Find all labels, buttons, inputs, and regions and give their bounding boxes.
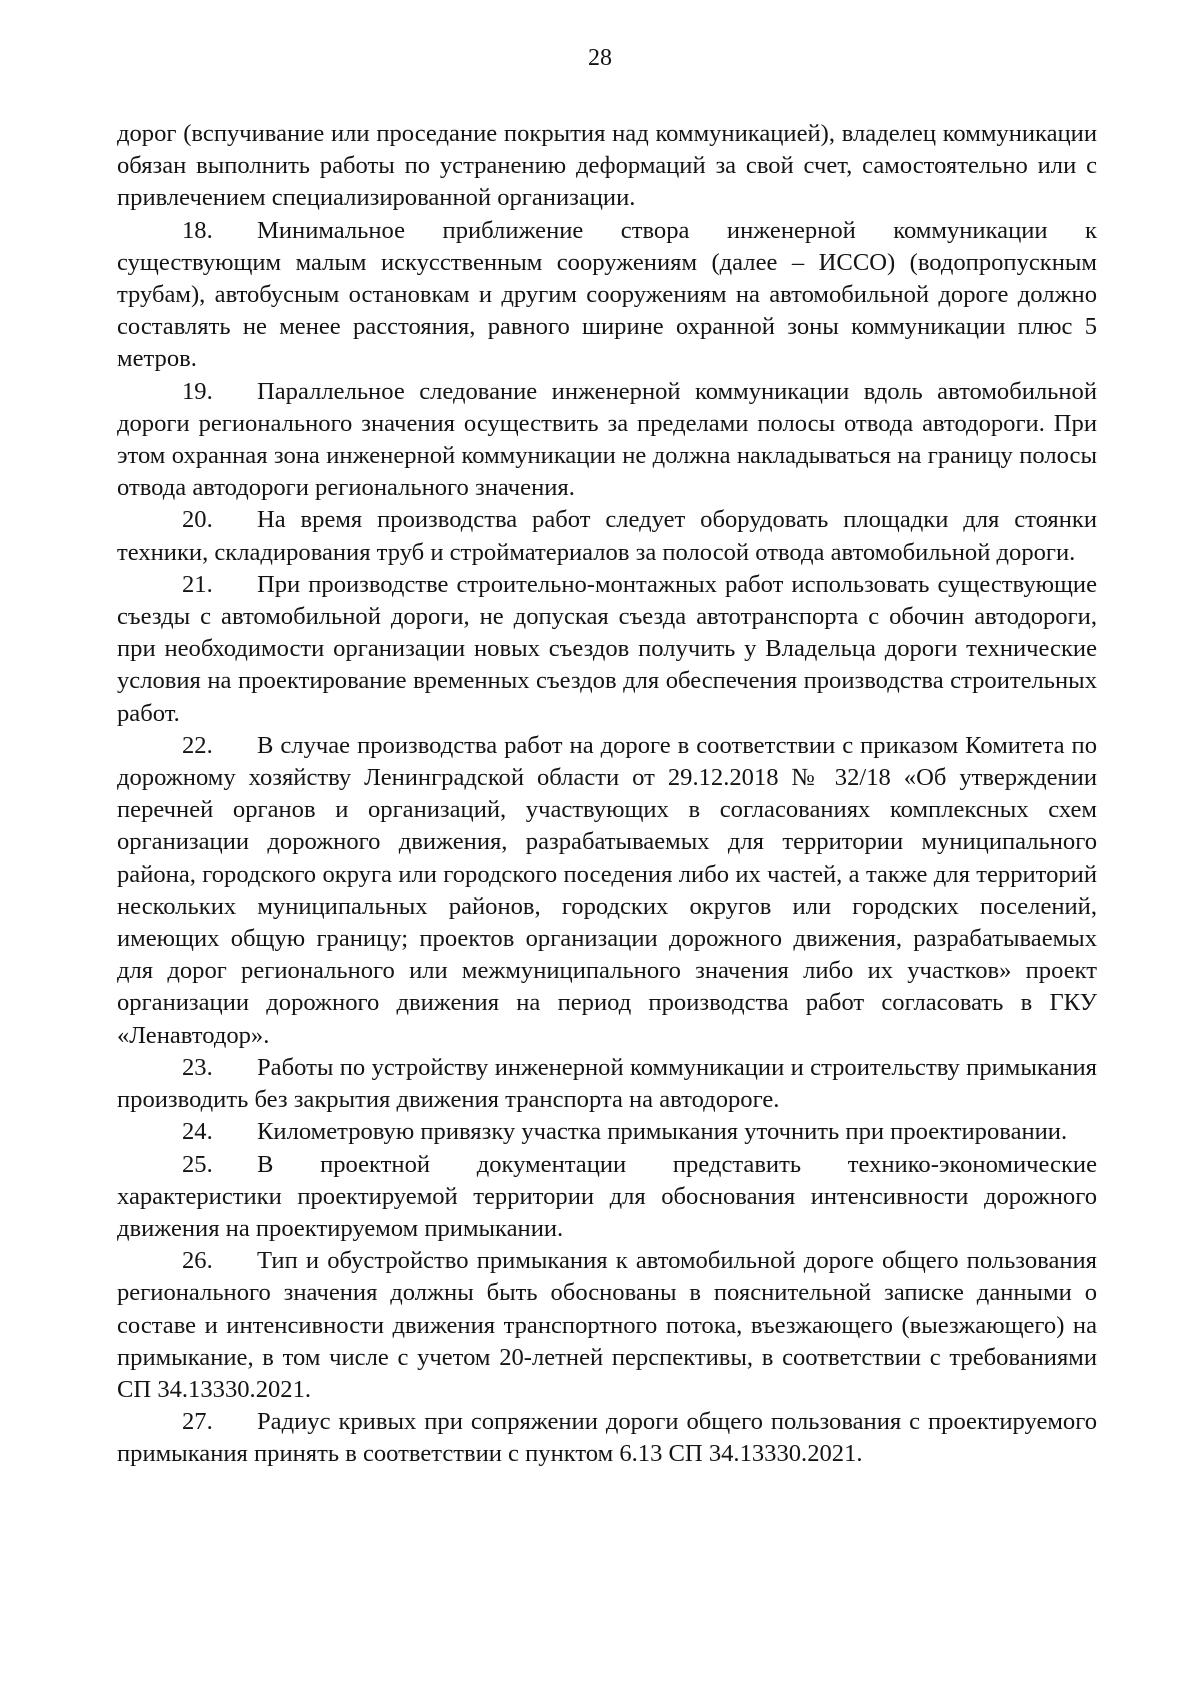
- clause-number: 20.: [182, 506, 213, 534]
- clause-25: [117, 1149, 1097, 1246]
- clause-text: Минимальное приближение створа инженерной коммуникации к существующим малым искусственным сооружениям (далее – ИССО) (водопропускным трубам), автобусным остановкам и другим сооружениям на автомобильной дороге должно составлять не менее расстояния, равного ширине охранной зоны коммуникации плюс 5 метров.: [117, 216, 1097, 373]
- clause-27: [117, 1406, 1097, 1470]
- clause-23: [117, 1052, 1097, 1116]
- clause-number: 22.: [182, 731, 213, 759]
- clause-number: 23.: [182, 1053, 213, 1081]
- paragraph-continuation: дорог (вспучивание или проседание покрытия над коммуникацией), владелец коммуникации обязан выполнить работы по устранению деформаций за свой счет, самостоятельно или с привлечением специализированной организации.: [117, 120, 1097, 212]
- clause-21: [117, 569, 1097, 730]
- page-number: 28: [588, 45, 612, 71]
- clause-text: При производстве строительно-монтажных работ использовать существующие съезды с автомобильной дороги, не допуская съезда автотранспорта с обочин автодороги, при необходимости организации новых съездов получить у Владельца дороги технические условия на проектирование временных съездов для обеспечения производства строительных работ.: [117, 570, 1097, 727]
- clause-number: 25.: [182, 1150, 213, 1178]
- clause-text: Радиус кривых при сопряжении дороги общего пользования с проектируемого примыкания принять в соответствии с пунктом 6.13 СП 34.13330.2021.: [117, 1408, 1097, 1468]
- clause-19: [117, 376, 1097, 505]
- clause-20: [117, 504, 1097, 568]
- clause-text: Параллельное следование инженерной коммуникации вдоль автомобильной дороги регионального значения осуществить за пределами полосы отвода автодороги. При этом охранная зона инженерной коммуникации не должна накладываться на границу полосы отвода автодороги регионального значения.: [117, 377, 1097, 502]
- clause-text: В случае производства работ на дороге в соответствии с приказом Комитета по дорожному хозяйству Ленинградской области от 29.12.2018 № 32/18 «Об утверждении перечней органов и организаций, участвующих в согласованиях комплексных схем организации дорожного движения, разрабатываемых для территории муниципального района, городского округа или городского поседения либо их частей, а также для территорий нескольких муниципальных районов, городских округов или городских поселений, имеющих общую границу; проектов организации дорожного движения, разрабатываемых для дорог регионального или межмуниципального значения либо их участков» проект организации дорожного движения на период производства работ согласовать в ГКУ «Ленавтодор».: [117, 731, 1097, 1049]
- clause-26: [117, 1245, 1097, 1406]
- clause-text: На время производства работ следует оборудовать площадки для стоянки техники, складирования труб и стройматериалов за полосой отвода автомобильной дороги.: [117, 506, 1097, 566]
- clause-number: 21.: [182, 570, 213, 598]
- clause-22: [117, 730, 1097, 1052]
- clause-text: В проектной документации представить технико-экономические характеристики проектируемой территории для обоснования интенсивности дорожного движения на проектируемом примыкании.: [117, 1150, 1097, 1242]
- document-body: [117, 118, 1097, 1471]
- clause-24: [117, 1116, 1097, 1148]
- clause-18: [117, 215, 1097, 376]
- clause-text: Километровую привязку участка примыкания уточнить при проектировании.: [257, 1118, 1068, 1146]
- clause-number: 26.: [182, 1247, 213, 1275]
- clause-text: Работы по устройству инженерной коммуникации и строительству примыкания производить без закрытия движения транспорта на автодороге.: [117, 1053, 1097, 1114]
- clause-text: Тип и обустройство примыкания к автомобильной дороге общего пользования регионального значения должны быть обоснованы в пояснительной записке данными о составе и интенсивности движения транспортного потока, въезжающего (выезжающего) на примыкание, в том числе с учетом 20-летней перспективы, в соответствии с требованиями СП 34.13330.2021.: [117, 1247, 1097, 1403]
- clause-number: 24.: [182, 1118, 213, 1146]
- clause-number: 19.: [182, 377, 213, 405]
- clause-number: 18.: [182, 216, 213, 244]
- clause-number: 27.: [182, 1408, 213, 1436]
